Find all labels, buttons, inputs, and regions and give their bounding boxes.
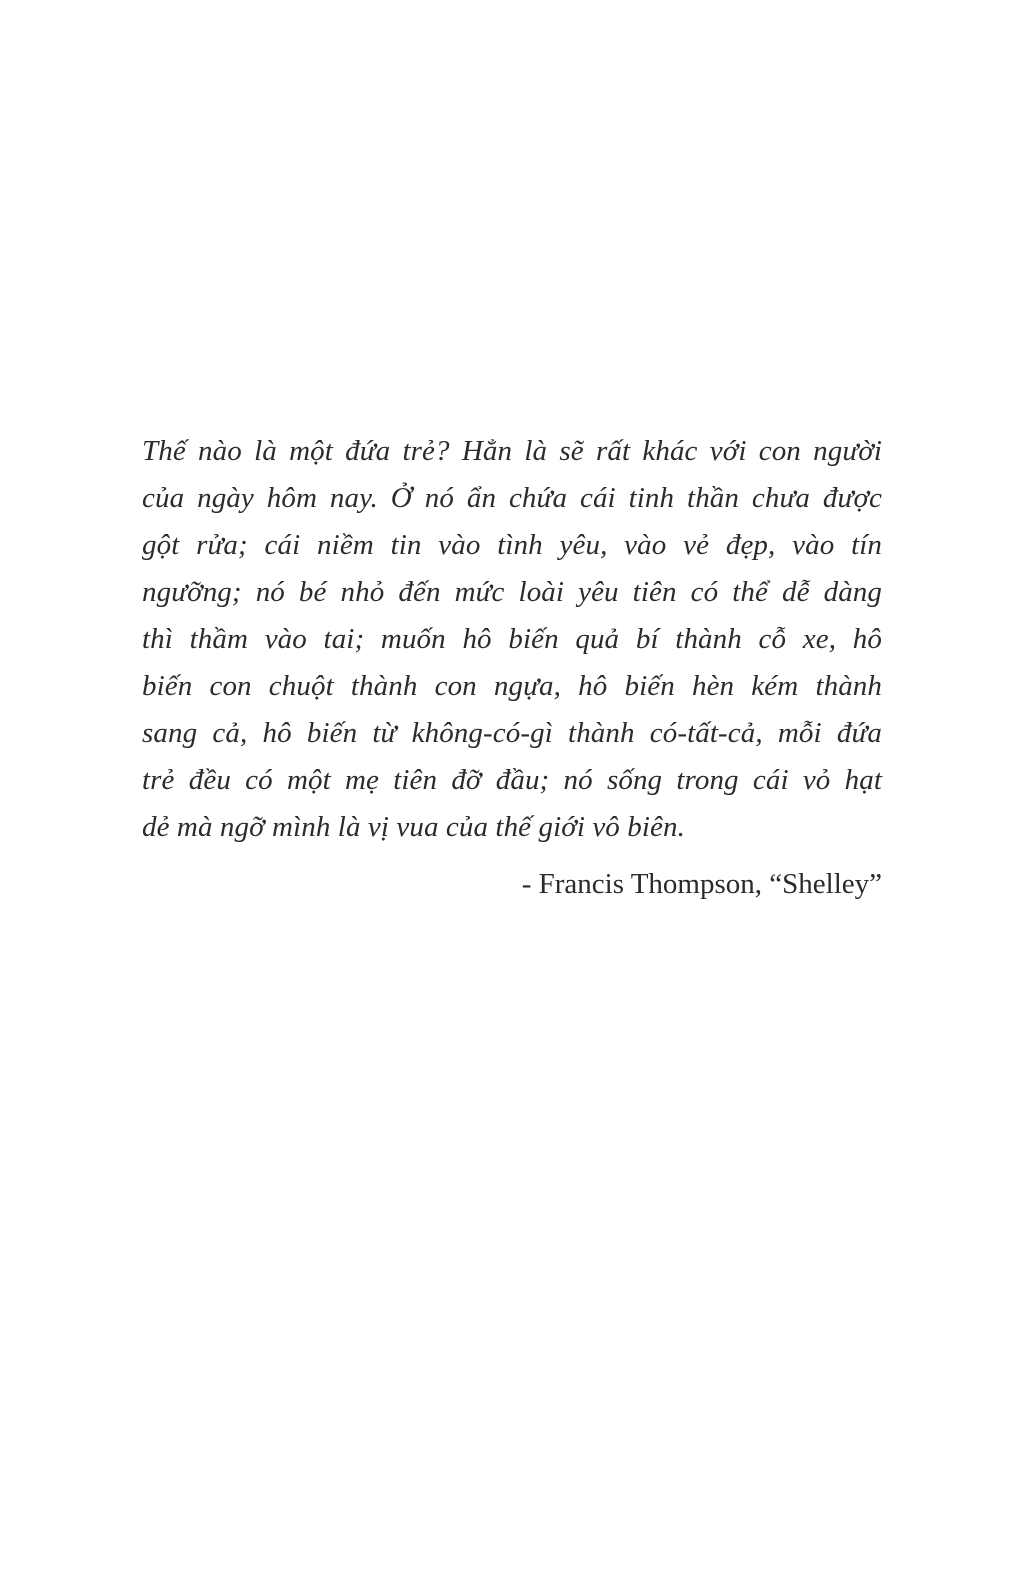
quote-line: dẻ mà ngỡ mình là vị vua của thế giới vô biên. xyxy=(142,811,685,843)
quote-line: sang cả, hô biến từ không-có-gì thành có-tất-cả, mỗi đứa xyxy=(142,717,882,749)
quote-line: biến con chuột thành con ngựa, hô biến hèn kém thành xyxy=(142,670,882,702)
quote-line: của ngày hôm nay. Ở nó ẩn chứa cái tinh thần chưa được xyxy=(142,482,882,514)
quote-line: gột rửa; cái niềm tin vào tình yêu, vào vẻ đẹp, vào tín xyxy=(142,529,882,561)
quote-attribution: - Francis Thompson, “Shelley” xyxy=(521,868,882,900)
quote-line: trẻ đều có một mẹ tiên đỡ đầu; nó sống trong cái vỏ hạt xyxy=(142,764,882,796)
quote-line: Thế nào là một đứa trẻ? Hẳn là sẽ rất khác với con người xyxy=(142,435,882,467)
quote-line: ngưỡng; nó bé nhỏ đến mức loài yêu tiên có thể dễ dàng xyxy=(142,576,882,608)
quote-line: thì thầm vào tai; muốn hô biến quả bí thành cỗ xe, hô xyxy=(142,623,882,655)
epigraph-quote xyxy=(142,428,882,908)
